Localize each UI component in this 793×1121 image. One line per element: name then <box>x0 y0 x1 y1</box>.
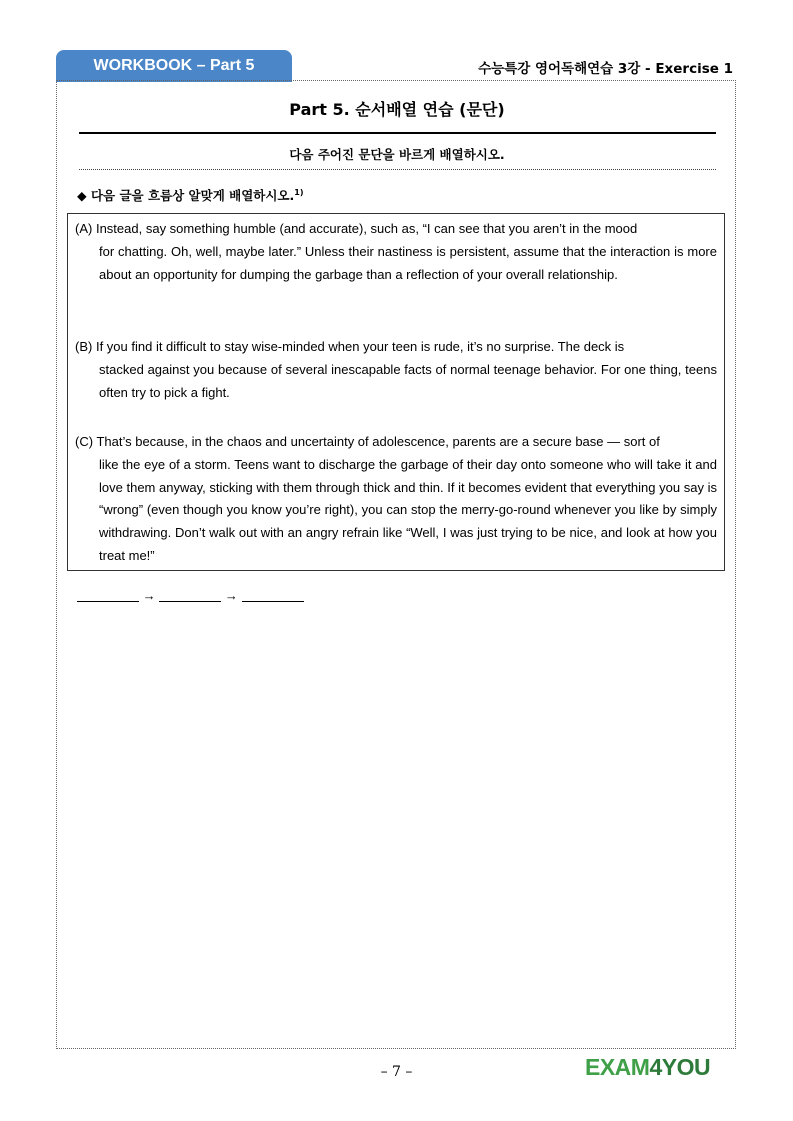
paragraph-label: (A) <box>75 221 93 236</box>
section-title: Part 5. 순서배열 연습 (문단) <box>289 100 505 119</box>
logo-text-part2: 4YOU <box>649 1054 711 1080</box>
answer-blank-2[interactable] <box>159 591 221 602</box>
section-instruction: 다음 주어진 문단을 바르게 배열하시오. <box>289 147 505 162</box>
paragraph-label: (B) <box>75 339 93 354</box>
paragraph-a <box>75 218 717 286</box>
footnote-mark: 1) <box>294 187 304 197</box>
paragraph-body: like the eye of a storm. Teens want to discharge the garbage of their day onto someone who will take it and love them anyway, sticking with them through thick and thin. If it becomes evident that everything you say is “wrong” (even though you know you’re right), you can stop the merry-go-round whenever you like by simply withdrawing. Don’t walk out with an angry refrain like “Well, I was just trying to be nice, and look at how you treat me!” <box>99 456 717 563</box>
question-prompt <box>77 186 303 204</box>
logo-text-part1: EXAM <box>585 1054 650 1080</box>
workbook-tab: WORKBOOK – Part 5 <box>56 50 292 82</box>
answer-blank-3[interactable] <box>242 591 304 602</box>
arrow-1: → <box>142 588 156 603</box>
paragraph-body: stacked against you because of several inescapable facts of normal teenage behavior. For one thing, teens often try to pick a fight. <box>99 361 717 400</box>
paragraph-first-line: That’s because, in the chaos and uncertainty of adolescence, parents are a secure base — sort of <box>96 434 660 449</box>
answer-blanks <box>77 588 304 603</box>
paragraph-b <box>75 336 717 404</box>
title-divider <box>79 132 716 134</box>
arrow-2: → <box>224 588 238 603</box>
paragraph-first-line: If you find it difficult to stay wise-minded when your teen is rude, it’s no surprise. The deck is <box>95 339 625 354</box>
paragraph-first-line: Instead, say something humble (and accurate), such as, “I can see that you aren’t in the mood <box>95 221 638 236</box>
question-text: ◆ 다음 글을 흐름상 알맞게 배열하시오. <box>77 188 295 203</box>
page-number: – 7 – <box>380 1064 413 1080</box>
answer-blank-1[interactable] <box>77 591 139 602</box>
header-title: 수능특강 영어독해연습 3강 - Exercise 1 <box>478 61 733 77</box>
exam4you-logo <box>585 1054 710 1081</box>
paragraph-c <box>75 431 717 568</box>
paragraph-label: (C) <box>75 434 94 449</box>
instruction-divider <box>79 169 716 170</box>
paragraph-body: for chatting. Oh, well, maybe later.” Unless their nastiness is persistent, assume that the interaction is more about an opportunity for dumping the garbage than a reflection of your overall relationship. <box>99 243 717 282</box>
